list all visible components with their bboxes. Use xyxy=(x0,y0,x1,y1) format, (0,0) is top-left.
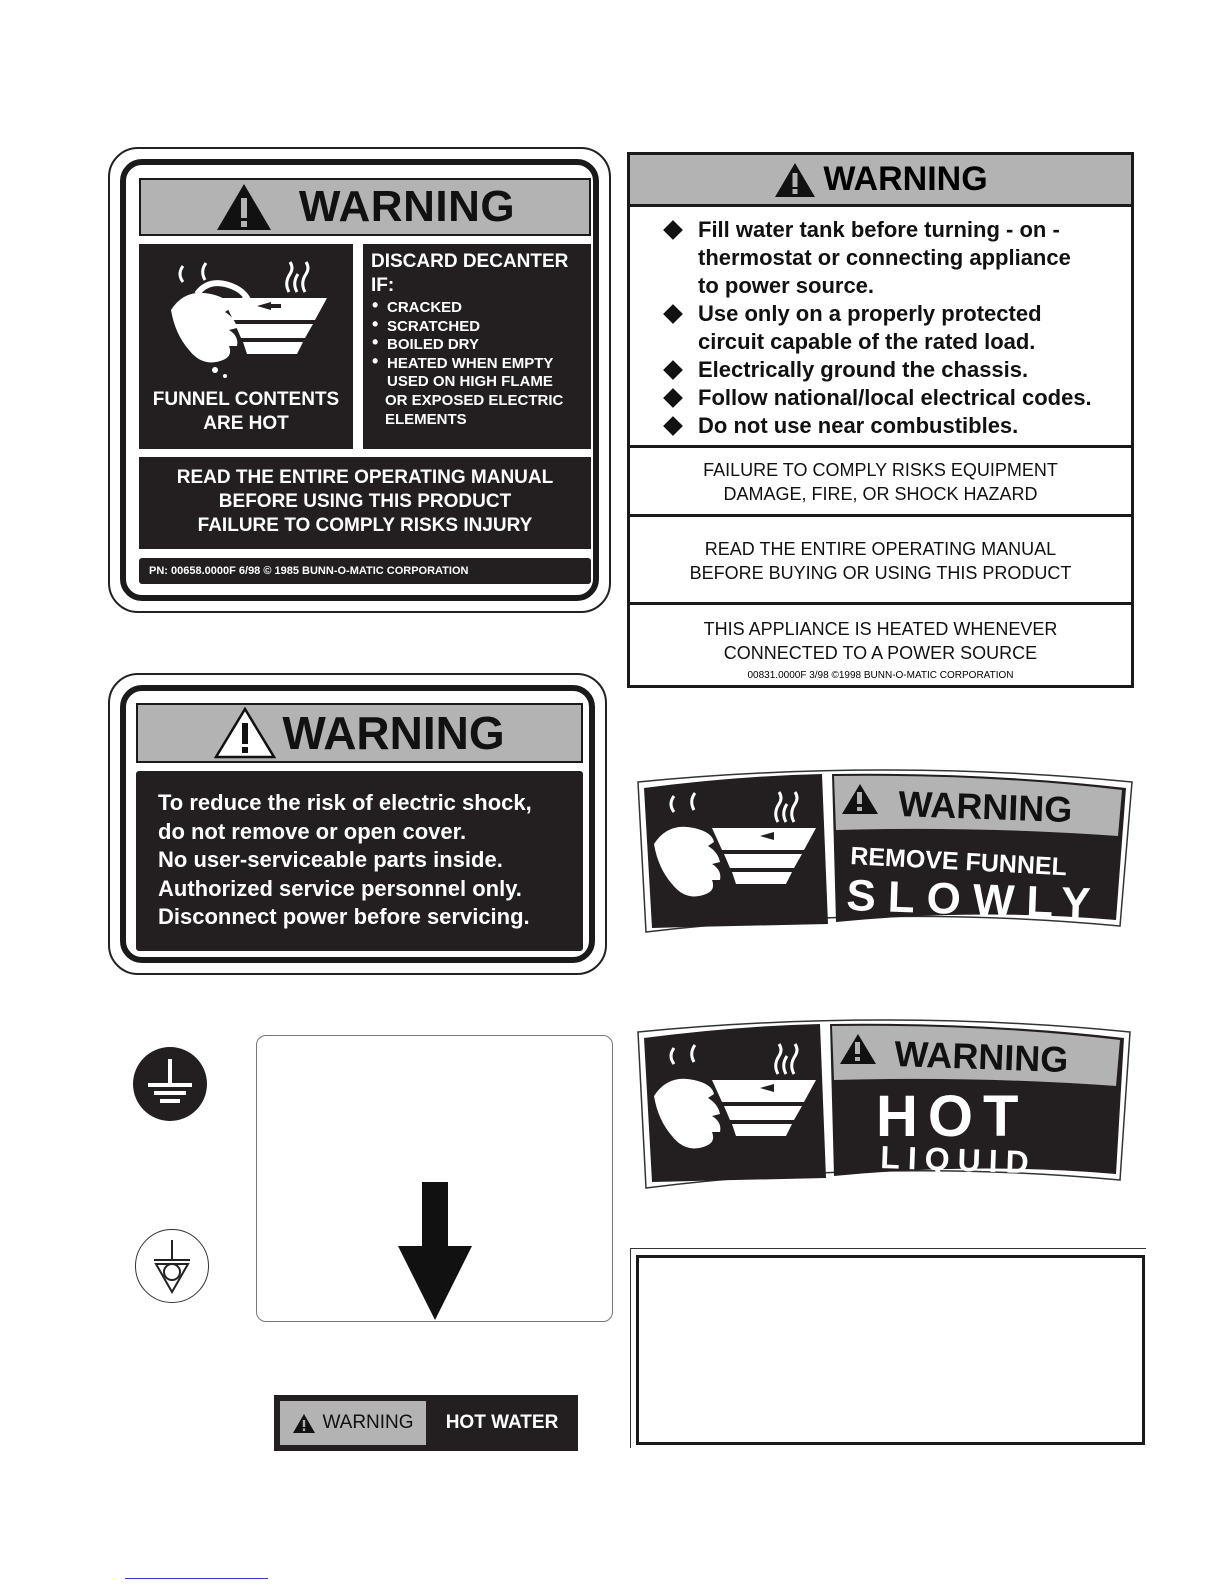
warning-triangle-icon xyxy=(773,161,817,199)
slowly-text: SLOWLY xyxy=(845,871,1104,929)
electrical-instructions xyxy=(630,210,1131,448)
warning-bar xyxy=(139,178,591,236)
list-item: • SCRATCHED xyxy=(371,318,583,337)
shock-instructions xyxy=(136,771,583,951)
instruction-line: do not remove or open cover. xyxy=(158,818,467,844)
list-item: OR EXPOSED ELECTRIC xyxy=(385,391,564,409)
arrow-panel xyxy=(256,1035,613,1322)
warning-text: WARNING xyxy=(282,707,505,759)
warning-text: WARNING xyxy=(322,1412,414,1433)
equipment-risk-section: FAILURE TO COMPLY RISKS EQUIPMENT DAMAGE, FIRE, OR SHOCK HAZARD xyxy=(630,448,1131,517)
warning-text: WARNING xyxy=(893,1033,1070,1081)
electric-shock-label xyxy=(108,673,607,975)
warning-bar xyxy=(630,155,1131,207)
warning-bar xyxy=(280,1401,426,1445)
warning-text: WARNING xyxy=(298,182,516,231)
discard-heading: DISCARD DECANTER xyxy=(371,251,569,272)
hot-funnel-hand-icon xyxy=(161,258,331,382)
warning-bar xyxy=(136,703,583,763)
part-number: PN: 00658.0000F 6/98 © 1985 BUNN-O-MATIC CORPORATION xyxy=(139,558,591,584)
list-item: • CRACKED xyxy=(371,299,583,318)
discard-list xyxy=(371,299,583,429)
footer-line xyxy=(125,1578,268,1579)
list-item: to power source. xyxy=(698,273,875,298)
list-item: thermostat or connecting appliance xyxy=(698,245,1071,270)
read-manual-section: READ THE ENTIRE OPERATING MANUAL BEFORE BUYING OR USING THIS PRODUCT xyxy=(630,517,1131,605)
instruction-line: No user-serviceable parts inside. xyxy=(158,847,503,873)
electric-shock-label-frame xyxy=(120,685,595,963)
heated-appliance-section: THIS APPLIANCE IS HEATED WHENEVER CONNECTED TO A POWER SOURCE xyxy=(703,619,1058,663)
list-item: Follow national/local electrical codes. xyxy=(664,384,1131,412)
hot-text: HOT xyxy=(876,1084,1029,1149)
funnel-hot-label-frame xyxy=(120,159,599,601)
hot-liquid-label xyxy=(636,1018,1132,1192)
diamond-bullet-icon xyxy=(663,220,683,240)
list-item: circuit capable of the rated load. xyxy=(698,329,1036,354)
list-item: Fill water tank before turning - on - xyxy=(664,216,1131,244)
empty-label-frame xyxy=(636,1255,1145,1445)
ground-symbol xyxy=(133,1047,207,1121)
read-manual-panel: READ THE ENTIRE OPERATING MANUAL BEFORE USING THIS PRODUCT FAILURE TO COMPLY RISKS INJURY xyxy=(139,457,591,549)
warning-text: WARNING xyxy=(897,783,1074,831)
instruction-line: To reduce the risk of electric shock, xyxy=(158,790,532,815)
discard-heading-if: IF: xyxy=(371,275,395,296)
hot-water-text: HOT WATER xyxy=(445,1412,559,1433)
warning-triangle-icon xyxy=(292,1413,316,1434)
list-item: Use only on a properly protected xyxy=(664,300,1131,328)
hot-funnel-panel xyxy=(139,244,353,449)
remove-funnel-label xyxy=(636,768,1134,938)
warning-text: WARNING xyxy=(823,160,988,198)
list-item: Electrically ground the chassis. xyxy=(664,356,1131,384)
funnel-hot-label xyxy=(108,147,611,613)
warning-triangle-icon xyxy=(215,182,273,232)
list-item: • BOILED DRY xyxy=(371,336,583,355)
warning-triangle-icon xyxy=(214,707,276,759)
diamond-bullet-icon xyxy=(663,360,683,380)
down-arrow-icon xyxy=(398,1182,472,1322)
ground-icon xyxy=(133,1047,207,1121)
equipotential-ground-icon xyxy=(136,1230,208,1302)
hot-water-label xyxy=(274,1395,578,1451)
list-item: • HEATED WHEN EMPTY xyxy=(371,355,583,374)
funnel-caption: FUNNEL CONTENTS ARE HOT xyxy=(152,389,340,434)
diamond-bullet-icon xyxy=(663,388,683,408)
part-number: 00831.0000F 3/98 ©1998 BUNN-O-MATIC CORPORATION xyxy=(747,670,1014,681)
discard-decanter-panel xyxy=(363,244,591,449)
diamond-bullet-icon xyxy=(663,416,683,436)
instruction-line: Authorized service personnel only. xyxy=(158,875,522,901)
list-item: Do not use near combustibles. xyxy=(664,412,1131,440)
list-item: USED ON HIGH FLAME xyxy=(387,373,553,391)
instruction-line: Disconnect power before servicing. xyxy=(158,904,530,930)
remove-funnel-text: REMOVE FUNNEL xyxy=(849,842,1068,882)
diamond-bullet-icon xyxy=(663,304,683,324)
list-item: ELEMENTS xyxy=(385,410,467,428)
electrical-warning-label xyxy=(627,152,1134,688)
liquid-text: LIQUID xyxy=(879,1139,1038,1181)
equipotential-symbol xyxy=(135,1229,209,1303)
